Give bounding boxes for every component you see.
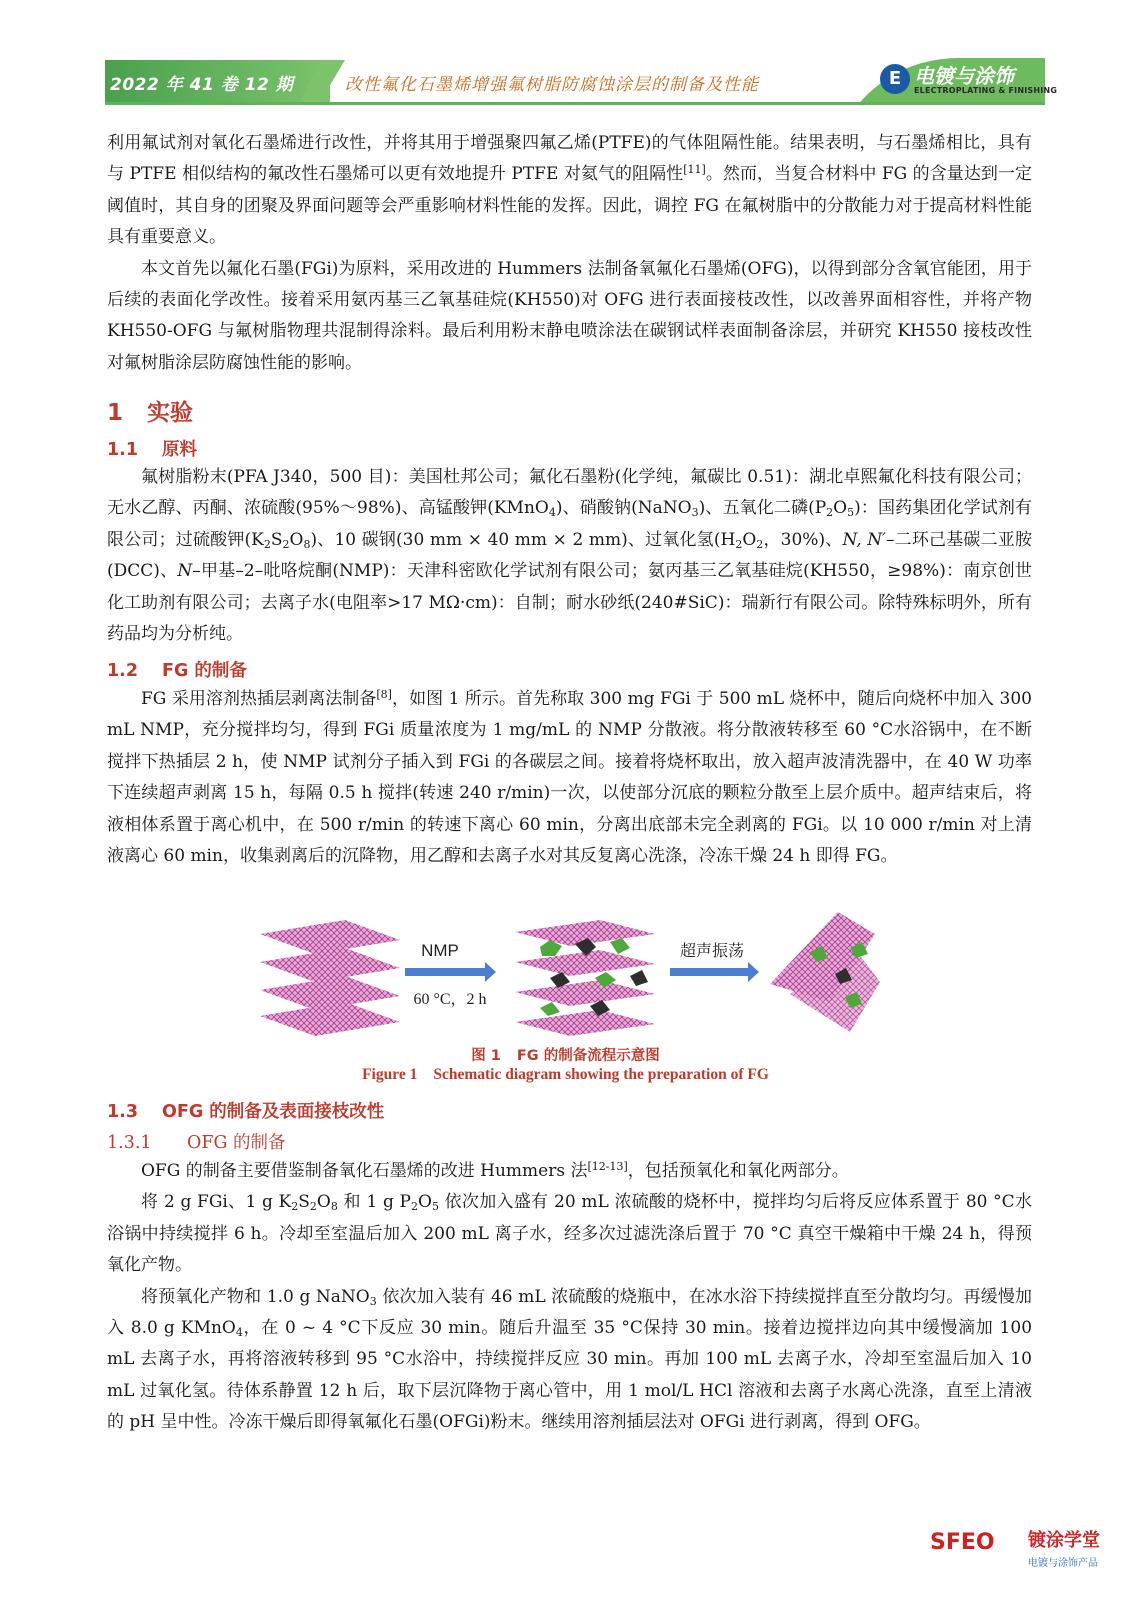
watermark-subtitle: 电镀与涂饰产品 xyxy=(1028,1558,1098,1569)
journal-logo xyxy=(880,58,1058,100)
fg-prep-block xyxy=(107,684,1032,872)
page-header xyxy=(0,0,1131,110)
materials-paragraph: 氟树脂粉末(PFA J340，500 目)：美国杜邦公司；氟化石墨粉(化学纯，氟碳比 0.51)：湖北卓熙氟化科技有限公司；无水乙醇、丙酮、浓硫酸(95%～98%)、高锰酸钾(KMnO$_4$)、硝酸钠(NaNO$_3$)、五氧化二磷$(P_2O_5)$：国药集团化学试剂有限公司；过硫酸钾$(K_2S_2O_8)$、10 碳钢(30 mm × 40 mm × 2 mm)、过氧化氢($H_2O_2$，30%)、N, N′–二环己基碳二亚胺(DCC)、N–甲基–2–吡咯烷酮(NMP)：天津科密欧化学试剂有限公司；氨丙基三乙氧基硅烷(KH550，≥98%)：南京创世化工助剂有限公司；去离子水(电阻率>17 MΩ·cm)：自制；耐水砂纸(240#SiC)：瑞新行有限公司。除特殊标明外，所有药品均为分析纯。 xyxy=(107,467,1032,645)
ofg-paragraph-3: 将预氧化产物和 1.0 g NaNO$_3$ 依次加入装有 46 mL 浓硫酸的烧瓶中，在冰水浴下持续搅拌直至分散均匀。再缓慢加入 8.0 g KMnO$_4$，在 0 ~ 4 °C下反应 30 min。随后升温至 35 °C保持 30 min。接着边搅拌边向其中缓慢滴加 100 mL 去离子水，再将溶液转移到 95 °C水浴中，持续搅拌反应 30 min。再加 100 mL 去离子水，冷却至室温后加入 10 mL 过氧化氢。待体系静置 12 h 后，取下层沉降物于离心管中，用 1 mol/L HCl 溶液和去离子水离心洗涤，直至上清液的 pH 呈中性。冷冻干燥后即得氧氟化石墨(OFGi)粉末。继续用溶剂插层法对 OFGi 进行剥离，得到 OFG。 xyxy=(107,1286,1033,1433)
arrow1-label-top: NMP xyxy=(421,941,459,960)
arrow1-label-bottom: 60 °C，2 h xyxy=(413,991,487,1008)
ofg-paragraph-2: 将 2 g FGi、1 g $K_2S_2O_8$ 和 1 g $P_2O_5$ 依次加入盛有 20 mL 浓硫酸的烧杯中，搅拌均匀后将反应体系置于 80 °C水浴锅中持续搅拌 6 h。冷却至室温后加入 200 mL 离子水，经多次过滤洗涤后置于 70 °C 真空干燥箱中干燥 24 h，得预氧化产物。 xyxy=(107,1192,1032,1276)
ofg-prep-block xyxy=(107,1156,1032,1439)
figure-1-caption-en: Figure 1 Schematic diagram showing the preparation of FG xyxy=(362,1066,769,1083)
section-heading-1-1: 1.1 原料 xyxy=(107,440,197,460)
logo-english: ELECTROPLATING & FINISHING xyxy=(914,86,1058,95)
watermark-title: 镀涂学堂 xyxy=(1028,1530,1100,1551)
arrow2-label-top: 超声振荡 xyxy=(679,941,745,960)
running-title: 改性氟化石墨烯增强氟树脂防腐蚀涂层的制备及性能 xyxy=(345,75,759,95)
site-watermark xyxy=(930,1512,1110,1584)
intercalated-stack xyxy=(515,920,655,1036)
fg-prep-paragraph: FG 采用溶剂热插层剥离法制备[8]，如图 1 所示。首先称取 300 mg FGi 于 500 mL 烧杯中，随后向烧杯中加入 300 mL NMP，充分搅拌均匀，得到 FGi 质量浓度为 1 mg/mL 的 NMP 分散液。将分散液转移至 60 °C水浴锅中，在不断搅拌下热插层 2 h，使 NMP 试剂分子插入到 FGi 的各碳层之间。接着将烧杯取出，放入超声波清洗器中，在 40 W 功率下连续超声剥离 15 h，每隔 0.5 h 搅拌(转速 240 r/min)一次，以使部分沉底的颗粒分散至上层介质中。超声结束后，将液相体系置于离心机中，在 500 r/min 的转速下离心 60 min，分离出底部未完全剥离的 FGi。以 10 000 r/min 对上清液离心 60 min，收集剥离后的沉降物，用乙醇和去离子水对其反复离心洗涤，冷冻干燥 24 h 即得 FG。 xyxy=(107,688,1032,867)
logo-icon: E xyxy=(880,64,910,94)
arrow-ultrasonic xyxy=(670,962,759,982)
logo-chinese: 电镀与涂饰 xyxy=(914,64,1014,88)
header-rule xyxy=(105,102,1045,105)
section-heading-1-3: 1.3 OFG 的制备及表面接枝改性 xyxy=(107,1102,385,1122)
intro-paragraph-2: 本文首先以氟化石墨(FGi)为原料，采用改进的 Hummers 法制备氧氟化石墨烯(OFG)，以得到部分含氧官能团，用于后续的表面化学改性。接着采用氨丙基三乙氧基硅烷(KH550)对 OFG 进行表面接枝改性，以改善界面相容性，并将产物 KH550-OFG 与氟树脂物理共混制得涂料。最后利用粉末静电喷涂法在碳钢试样表面制备涂层，并研究 KH550 接枝改性对氟树脂涂层防腐蚀性能的影响。 xyxy=(107,258,1032,373)
graphite-stack xyxy=(260,920,400,1036)
intro-paragraph-1: 利用氟试剂对氧化石墨烯进行改性，并将其用于增强聚四氟乙烯(PTFE)的气体阻隔性能。结果表明，与石墨烯相比，具有与 PTFE 相似结构的氟改性石墨烯可以更有效地提升 PTFE 对氦气的阻隔性[11]。然而，当复合材料中 FG 的含量达到一定阈值时，其自身的团聚及界面问题等会严重影响材料性能的发挥。因此，调控 FG 在氟树脂中的分散能力对于提高材料性能具有重要意义。 xyxy=(107,133,1032,248)
journal-issue: 2022 年 41 卷 12 期 xyxy=(110,75,294,95)
section-heading-1: 1 实验 xyxy=(107,400,193,426)
ofg-paragraph-1: OFG 的制备主要借鉴制备氧化石墨烯的改进 Hummers 法[12-13]，包括预氧化和氧化两部分。 xyxy=(141,1160,849,1181)
watermark-logo: SFEO xyxy=(930,1530,995,1555)
materials-block xyxy=(107,462,1032,650)
intro-block xyxy=(107,128,1032,379)
section-heading-1-2: 1.2 FG 的制备 xyxy=(107,661,247,681)
figure-1-schematic xyxy=(250,912,890,1037)
arrow-nmp xyxy=(405,962,496,982)
figure-1-caption-cn: 图 1 FG 的制备流程示意图 xyxy=(471,1048,660,1064)
exfoliated-sheets xyxy=(770,912,880,1032)
section-heading-1-3-1: 1.3.1 OFG 的制备 xyxy=(107,1133,286,1153)
